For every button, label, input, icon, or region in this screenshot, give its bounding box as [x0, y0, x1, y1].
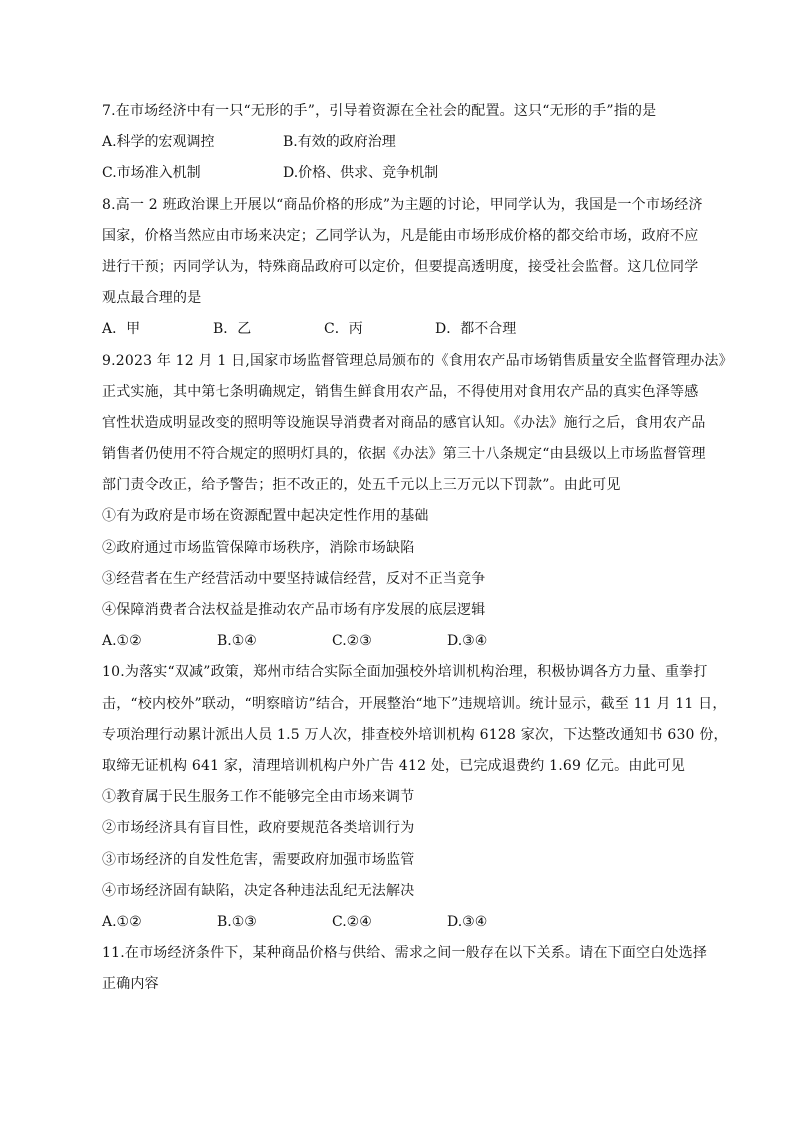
options-row — [102, 158, 702, 189]
option-a[interactable]: A.科学的宏观调控 — [102, 134, 215, 151]
question-stem: 正式实施，其中第七条明确规定，销售生鲜食用农产品，不得使用对食用农产品的真实色泽等感 — [102, 383, 699, 400]
question-stem: 8.高一 2 班政治课上开展以“商品价格的形成”为主题的讨论，甲同学认为，我国是一个市场经济 — [102, 196, 703, 213]
question-stem: 销售者仍使用不符合规定的照明灯具的，依据《办法》第三十八条规定“由县级以上市场监督管理 — [102, 446, 706, 463]
options-row — [102, 626, 702, 657]
option-d[interactable]: D．都不合理 — [435, 321, 517, 338]
question-stem: 正确内容 — [102, 976, 159, 993]
option-b[interactable]: B.①③ — [217, 913, 257, 930]
option-c[interactable]: C.②④ — [332, 913, 372, 930]
option-a[interactable]: A.①② — [102, 633, 142, 650]
options-row — [102, 907, 702, 938]
statement-4: ④市场经济固有缺陷，决定各种违法乱纪无法解决 — [102, 882, 415, 899]
option-a[interactable]: A.①② — [102, 913, 142, 930]
question-stem: 观点最合理的是 — [102, 290, 202, 307]
option-b[interactable]: B．乙 — [213, 321, 252, 338]
question-stem: 进行干预；丙同学认为，特殊商品政府可以定价，但要提高透明度，接受社会监督。这几位同学 — [102, 258, 699, 275]
question-10 — [102, 657, 728, 938]
options-row — [102, 127, 702, 158]
question-9 — [102, 346, 733, 658]
option-b[interactable]: B.有效的政府治理 — [283, 134, 396, 151]
question-stem: 部门责令改正，给予警告；拒不改正的，处五千元以上三万元以下罚款”。由此可见 — [102, 477, 621, 494]
question-8 — [102, 190, 702, 346]
question-stem: 7.在市场经济中有一只“无形的手”，引导着资源在全社会的配置。这只“无形的手”指的是 — [102, 103, 657, 119]
statement-2: ②政府通过市场监管保障市场秩序，消除市场缺陷 — [102, 539, 415, 556]
statement-1: ①教育属于民生服务工作不能够完全由市场来调节 — [102, 789, 415, 806]
exam-page — [102, 96, 733, 1000]
statement-2: ②市场经济具有盲目性，政府要规范各类培训行为 — [102, 820, 415, 837]
statement-3: ③市场经济的自发性危害，需要政府加强市场监管 — [102, 851, 415, 868]
option-a[interactable]: A．甲 — [102, 321, 141, 338]
options-row — [102, 314, 702, 345]
option-c[interactable]: C．丙 — [324, 321, 363, 338]
option-d[interactable]: D.③④ — [447, 913, 488, 930]
question-stem: 10.为落实“双减”政策，郑州市结合实际全面加强校外培训机构治理，积极协调各方力量、重拳打 — [102, 664, 708, 681]
question-stem: 11.在市场经济条件下，某种商品价格与供给、需求之间一般存在以下关系。请在下面空白处选择 — [102, 945, 708, 962]
question-stem: 击，“校内校外”联动，“明察暗访”结合，开展整治“地下”违规培训。统计显示，截至 11 月 11 日， — [102, 695, 727, 712]
question-stem: 官性状造成明显改变的照明等设施误导消费者对商品的感官认知。《办法》施行之后，食用农产品 — [102, 414, 706, 431]
question-stem: 取缔无证机构 641 家，清理培训机构户外广告 412 处，已完成退费约 1.69 亿元。由此可见 — [102, 757, 686, 774]
statement-4: ④保障消费者合法权益是推动农产品市场有序发展的底层逻辑 — [102, 602, 486, 618]
option-b[interactable]: B.①④ — [217, 633, 257, 650]
question-stem: 国家，价格当然应由市场来决定；乙同学认为，凡是能由市场形成价格的都交给市场，政府不应 — [102, 227, 699, 244]
question-7 — [102, 96, 702, 190]
statement-3: ③经营者在生产经营活动中要坚持诚信经营，反对不正当竞争 — [102, 570, 486, 587]
option-d[interactable]: D.③④ — [447, 633, 488, 650]
option-c[interactable]: C.②③ — [332, 633, 372, 650]
statement-1: ①有为政府是市场在资源配置中起决定性作用的基础 — [102, 508, 429, 525]
question-11 — [102, 938, 708, 1000]
option-d[interactable]: D.价格、供求、竞争机制 — [283, 165, 439, 182]
question-stem: 专项治理行动累计派出人员 1.5 万人次，排查校外培训机构 6128 家次，下达整改通知书 630 份， — [102, 726, 728, 743]
question-stem: 9.2023 年 12 月 1 日,国家市场监督管理总局颁布的《食用农产品市场销售质量安全监督管理办法》 — [102, 352, 733, 369]
option-c[interactable]: C.市场准入机制 — [102, 165, 201, 182]
